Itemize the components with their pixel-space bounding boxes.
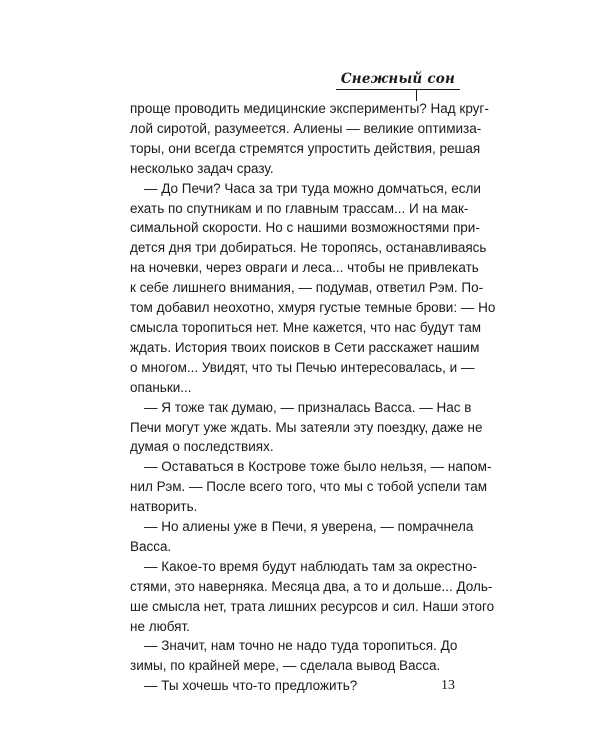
text-line: ждать. История твоих поисков в Сети расскажет нашим (130, 339, 480, 355)
text-line: — До Печи? Часа за три туда можно домчаться, если (144, 180, 481, 196)
paragraph (130, 517, 474, 557)
text-line: — Значит, нам точно не надо туда торопиться. До (144, 638, 458, 654)
text-line: не любят. (130, 618, 190, 634)
text-line: опаньки... (130, 379, 192, 395)
text-line: ше смысла нет, трата лишних ресурсов и сил. Наши этого (130, 598, 495, 614)
body-text (130, 99, 496, 696)
text-line: зимы, по крайней мере, — сделала вывод Васса. (130, 658, 441, 674)
text-line: на ночевки, через овраги и леса... чтобы не привлекать (130, 260, 479, 276)
text-line: торы, они всегда стремятся упростить действия, решая (130, 140, 481, 156)
text-line: — Я тоже так думаю, — призналась Васса. — Нас в (144, 399, 472, 415)
paragraph (130, 557, 495, 637)
text-line: симальной скорости. Но с нашими возможностями при- (130, 220, 480, 236)
text-line: несколько задач сразу. (130, 160, 274, 176)
text-line: Васса. (130, 538, 172, 554)
paragraph (130, 457, 492, 517)
paragraph (130, 99, 489, 179)
text-line: — Но алиены уже в Печи, я уверена, — помрачнела (144, 519, 474, 535)
text-line: ехать по спутникам и по главным трассам... И на мак- (130, 200, 469, 216)
text-line: лой сиротой, разумеется. Алиены — великие оптимиза- (130, 120, 482, 136)
text-line: смысла торопиться нет. Мне кажется, что нас будут там (130, 319, 482, 335)
text-line: к себе лишнего внимания, — подумав, ответил Рэм. По- (130, 280, 484, 296)
text-line: том добавил неохотно, хмуря густые темные брови: — Но (130, 300, 496, 316)
text-line: нил Рэм. — После всего того, что мы с тобой успели там (130, 479, 488, 495)
paragraph (130, 676, 455, 696)
text-line: дется дня три добираться. Не торопясь, останавливаясь (130, 240, 487, 256)
text-line: натворить. (130, 499, 198, 515)
text-line: думая о последствиях. (130, 439, 274, 455)
paragraph (130, 179, 496, 398)
page-number: 13 (441, 678, 455, 693)
text-line: — Оставаться в Кострове тоже было нельзя, — напом- (144, 459, 492, 475)
text-line: о многом... Увидят, что ты Печью интересовалась, и — (130, 359, 475, 375)
running-head: Снежный сон (340, 71, 455, 87)
running-head-rule (336, 89, 460, 90)
paragraph (130, 398, 483, 458)
text-line: — Ты хочешь что-то предложить? (144, 678, 358, 694)
paragraph (130, 636, 458, 676)
text-line: Печи могут уже ждать. Мы затеяли эту поездку, даже не (130, 419, 483, 435)
text-line: проще проводить медицинские эксперименты? Над круг- (130, 101, 489, 116)
text-line: — Какое-то время будут наблюдать там за окрестно- (144, 558, 478, 574)
text-line: стями, это наверняка. Месяца два, а то и дольше... Доль- (130, 578, 493, 594)
